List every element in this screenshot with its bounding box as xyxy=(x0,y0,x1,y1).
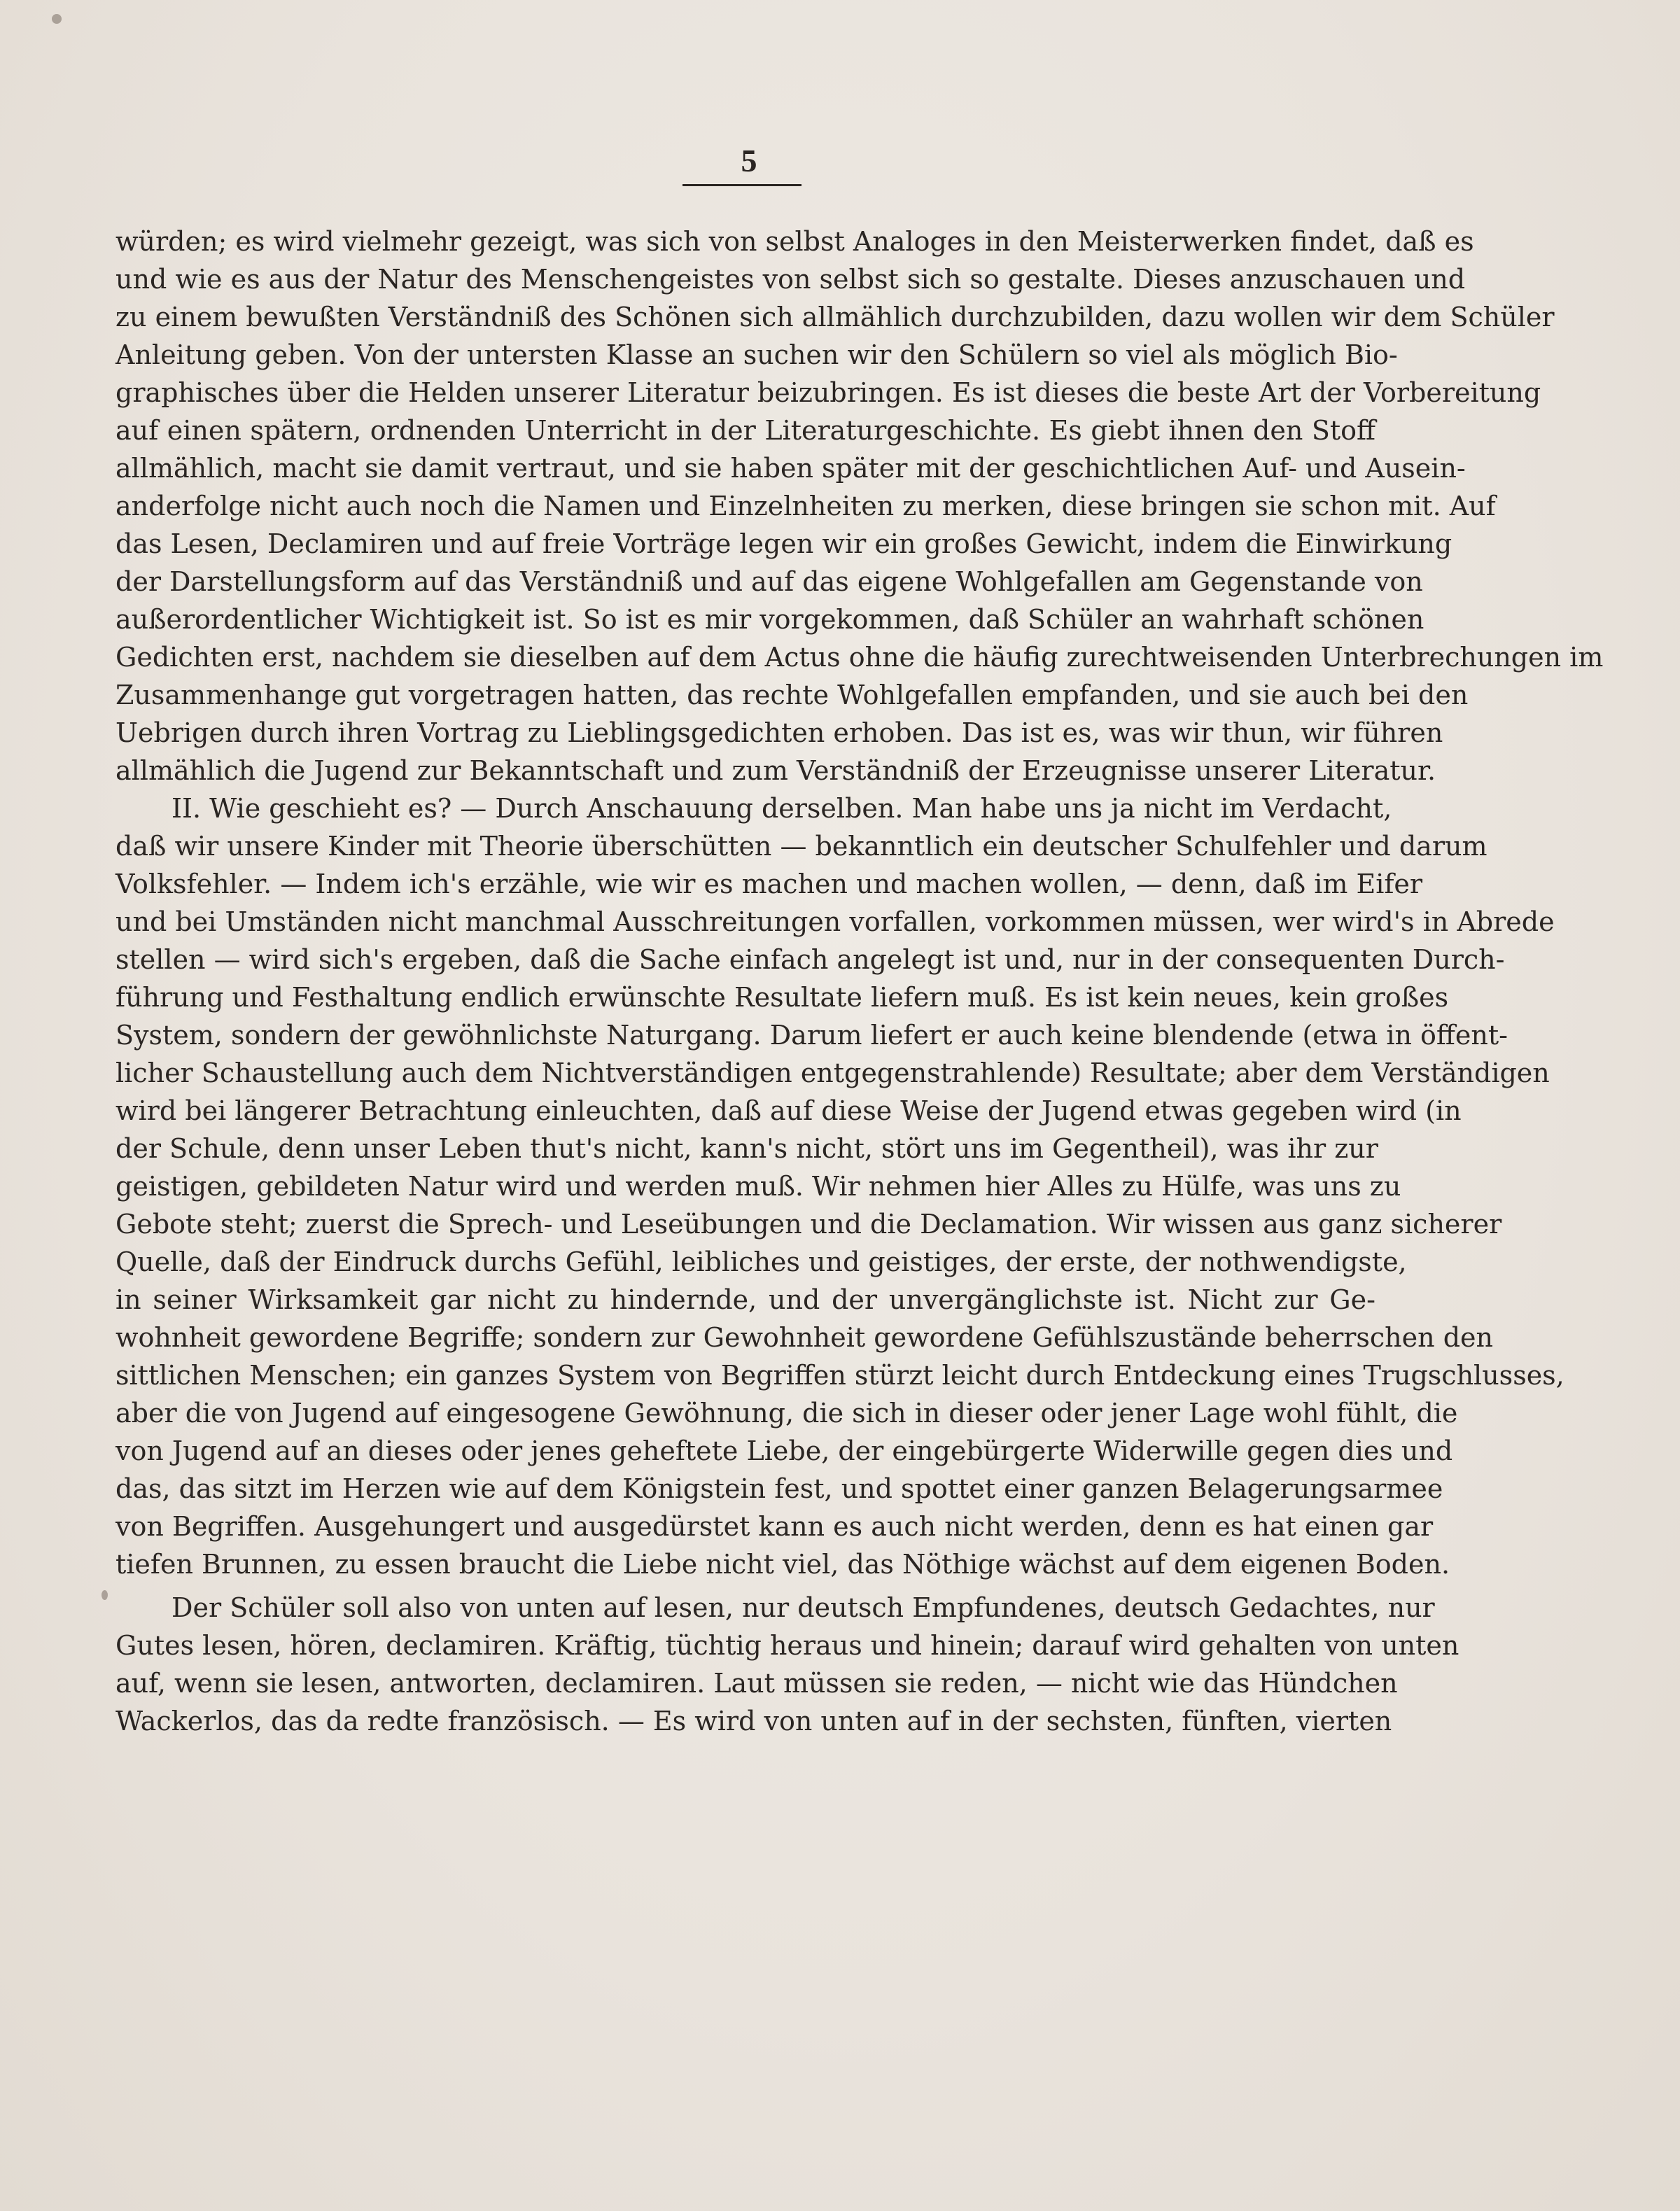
text-line: Gutes lesen, hören, declamiren. Kräftig, tüchtig heraus und hinein; darauf wird gehalten von unten xyxy=(115,1630,1460,1661)
text-line: stellen — wird sich's ergeben, daß die Sache einfach angelegt ist und, nur in der consequenten Durch- xyxy=(115,944,1505,975)
text-line: anderfolge nicht auch noch die Namen und Einzelnheiten zu merken, diese bringen sie schon mit. Auf xyxy=(115,491,1496,521)
text-line: das Lesen, Declamiren und auf freie Vorträge legen wir ein großes Gewicht, indem die Einwirkung xyxy=(115,528,1452,559)
header-rule xyxy=(682,184,802,186)
text-line: Zusammenhange gut vorgetragen hatten, das rechte Wohlgefallen empfanden, und sie auch bei den xyxy=(115,680,1469,710)
text-line: Gedichten erst, nachdem sie dieselben auf dem Actus ohne die häufig zurechtweisenden Unterbrechungen im xyxy=(115,642,1604,673)
text-line: Uebrigen durch ihren Vortrag zu Lieblingsgedichten erhoben. Das ist es, was wir thun, wir führen xyxy=(115,717,1443,748)
section-heading-line: II. Wie geschieht es? — Durch Anschauung derselben. Man habe uns ja nicht im Verdacht, xyxy=(172,793,1392,824)
text-line: in seiner Wirksamkeit gar nicht zu hindernde, und der unvergänglichste ist. Nicht zur Ge- xyxy=(115,1284,1376,1315)
text-line: und bei Umständen nicht manchmal Ausschreitungen vorfallen, vorkommen müssen, wer wird's in Abrede xyxy=(115,906,1555,937)
text-line: aber die von Jugend auf eingesogene Gewöhnung, die sich in dieser oder jener Lage wohl fühlt, die xyxy=(115,1398,1458,1429)
text-line: Wackerlos, das da redte französisch. — Es wird von unten auf in der sechsten, fünften, vierten xyxy=(115,1706,1392,1736)
text-line: Anleitung geben. Von der untersten Klasse an suchen wir den Schülern so viel als möglich Bio- xyxy=(115,339,1398,370)
text-line: von Begriffen. Ausgehungert und ausgedürstet kann es auch nicht werden, denn es hat einen gar xyxy=(115,1511,1434,1542)
text-line: zu einem bewußten Verständniß des Schönen sich allmählich durchzubilden, dazu wollen wir dem Schüler xyxy=(115,302,1555,332)
text-line: das, das sitzt im Herzen wie auf dem Königstein fest, und spottet einer ganzen Belagerungsarmee xyxy=(115,1473,1443,1504)
text-line: auf einen spätern, ordnenden Unterricht in der Literaturgeschichte. Es giebt ihnen den Stoff xyxy=(115,415,1376,446)
text-line: tiefen Brunnen, zu essen braucht die Liebe nicht viel, das Nöthige wächst auf dem eigenen Boden. xyxy=(115,1549,1450,1580)
text-line: führung und Festhaltung endlich erwünschte Resultate liefern muß. Es ist kein neues, kein großes xyxy=(115,982,1449,1013)
text-line: auf, wenn sie lesen, antworten, declamiren. Laut müssen sie reden, — nicht wie das Hündchen xyxy=(115,1668,1398,1699)
paragraph-start-line: Der Schüler soll also von unten auf lesen, nur deutsch Empfundenes, deutsch Gedachtes, nur xyxy=(172,1592,1435,1623)
text-line: und wie es aus der Natur des Menschengeistes von selbst sich so gestalte. Dieses anzuschauen und xyxy=(115,264,1466,295)
page-number: 5 xyxy=(741,143,757,178)
text-line: der Darstellungsform auf das Verständniß und auf das eigene Wohlgefallen am Gegenstande von xyxy=(115,566,1423,597)
text-line: geistigen, gebildeten Natur wird und werden muß. Wir nehmen hier Alles zu Hülfe, was uns zu xyxy=(115,1171,1401,1202)
text-line: daß wir unsere Kinder mit Theorie überschütten — bekanntlich ein deutscher Schulfehler und darum xyxy=(115,831,1488,862)
text-line: Gebote steht; zuerst die Sprech- und Leseübungen und die Declamation. Wir wissen aus ganz sicherer xyxy=(115,1209,1502,1240)
text-line: System, sondern der gewöhnlichste Naturgang. Darum liefert er auch keine blendende (etwa in öffent- xyxy=(115,1020,1508,1051)
text-line: wird bei längerer Betrachtung einleuchten, daß auf diese Weise der Jugend etwas gegeben wird (in xyxy=(115,1095,1462,1126)
text-line: der Schule, denn unser Leben thut's nicht, kann's nicht, stört uns im Gegentheil), was ihr zur xyxy=(115,1133,1378,1164)
text-line: allmählich, macht sie damit vertraut, und sie haben später mit der geschichtlichen Auf- und Ausein- xyxy=(115,453,1466,484)
text-line: Quelle, daß der Eindruck durchs Gefühl, leibliches und geistiges, der erste, der nothwendigste, xyxy=(115,1247,1407,1277)
text-line: allmählich die Jugend zur Bekanntschaft und zum Verständniß der Erzeugnisse unserer Literatur. xyxy=(115,755,1436,786)
stain-mark xyxy=(102,1590,108,1600)
text-line: graphisches über die Helden unserer Literatur beizubringen. Es ist dieses die beste Art der Vorbereitung xyxy=(115,377,1541,408)
text-line: licher Schaustellung auch dem Nichtverständigen entgegenstrahlende) Resultate; aber dem Verständigen xyxy=(115,1058,1550,1088)
text-line: Volksfehler. — Indem ich's erzähle, wie wir es machen und machen wollen, — denn, daß im Eifer xyxy=(115,869,1423,899)
text-line: von Jugend auf an dieses oder jenes geheftete Liebe, der eingebürgerte Widerwille gegen dies und xyxy=(115,1436,1453,1466)
text-line: außerordentlicher Wichtigkeit ist. So ist es mir vorgekommen, daß Schüler an wahrhaft schönen xyxy=(115,604,1424,635)
text-line: würden; es wird vielmehr gezeigt, was sich von selbst Analoges in den Meisterwerken findet, daß es xyxy=(115,226,1474,257)
text-line: sittlichen Menschen; ein ganzes System von Begriffen stürzt leicht durch Entdeckung eines Trugschlusses, xyxy=(115,1360,1564,1391)
text-line: wohnheit gewordene Begriffe; sondern zur Gewohnheit gewordene Gefühlszustände beherrschen den xyxy=(115,1322,1493,1353)
stain-mark xyxy=(52,14,62,24)
